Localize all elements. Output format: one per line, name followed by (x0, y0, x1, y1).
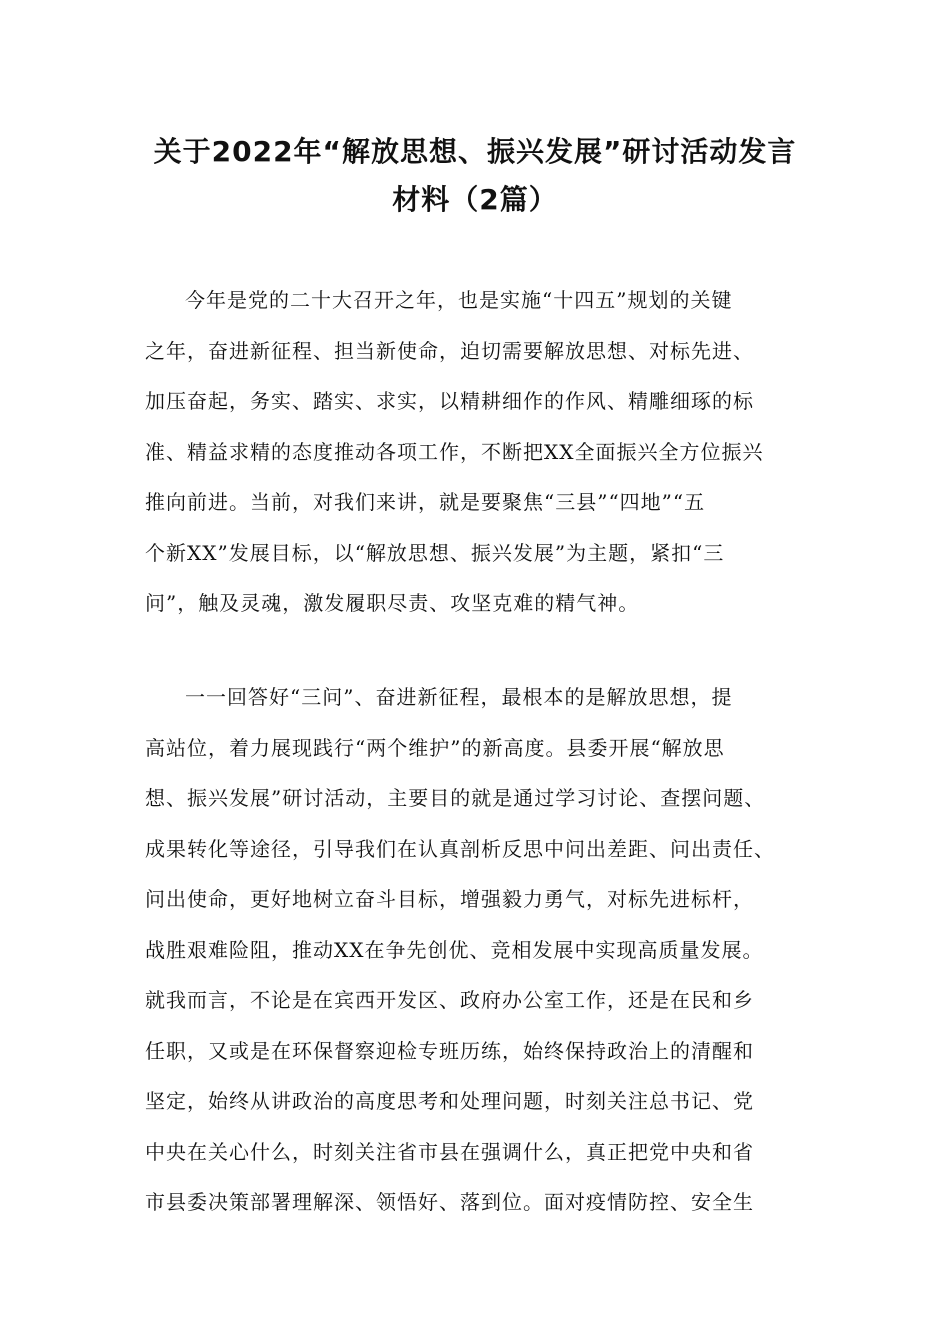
paragraph-line: 今年是党的二十大召开之年，也是实施“十四五”规划的关键 (185, 288, 733, 312)
paragraph-line: 个新XX”发展目标，以“解放思想、振兴发展”为主题，紧扣“三 (145, 540, 725, 565)
paragraph-line: 之年，奋进新征程、担当新使命，迫切需要解放思想、对标先进、 (145, 338, 754, 363)
paragraph-2 (145, 672, 825, 1228)
paragraph-line: 问”，触及灵魂，激发履职尽责、攻坚克难的精气神。 (145, 591, 640, 615)
paragraph-line: 一一回答好“三问”、奋进新征程，最根本的是解放思想，提 (185, 685, 733, 709)
paragraph-line: 战胜艰难险阻，推动XX在争先创优、竞相发展中实现高质量发展。 (145, 937, 764, 962)
paragraph-line: 坚定，始终从讲政治的高度思考和处理问题，时刻关注总书记、党 (145, 1089, 754, 1113)
paragraph-line: 市县委决策部署理解深、领悟好、落到位。面对疫情防控、安全生 (145, 1190, 754, 1214)
paragraph-1 (145, 275, 825, 629)
paragraph-line: 问出使命，更好地树立奋斗目标，增强毅力勇气，对标先进标杆， (145, 887, 754, 911)
title-line-2: 材料（2篇） (392, 183, 558, 216)
title-line-1: 关于2022年“解放思想、振兴发展”研讨活动发言 (153, 135, 797, 168)
paragraph-line: 推向前进。当前，对我们来讲，就是要聚焦“三县”“四地”“五 (145, 490, 706, 514)
paragraph-line: 准、精益求精的态度推动各项工作，不断把XX全面振兴全方位振兴 (145, 439, 764, 464)
paragraph-line: 高站位，着力展现践行“两个维护”的新高度。县委开展“解放思 (145, 735, 725, 760)
paragraph-line: 就我而言，不论是在宾西开发区、政府办公室工作，还是在民和乡 (145, 988, 754, 1012)
document-title (120, 128, 830, 224)
paragraph-line: 加压奋起，务实、踏实、求实，以精耕细作的作风、精雕细琢的标 (145, 389, 754, 413)
paragraph-line: 成果转化等途径，引导我们在认真剖析反思中问出差距、问出责任、 (145, 836, 775, 861)
paragraph-line: 中央在关心什么，时刻关注省市县在强调什么，真正把党中央和省 (145, 1139, 754, 1164)
paragraph-line: 任职，又或是在环保督察迎检专班历练，始终保持政治上的清醒和 (145, 1038, 754, 1063)
paragraph-line: 想、振兴发展”研讨活动，主要目的就是通过学习讨论、查摆问题、 (145, 786, 766, 810)
